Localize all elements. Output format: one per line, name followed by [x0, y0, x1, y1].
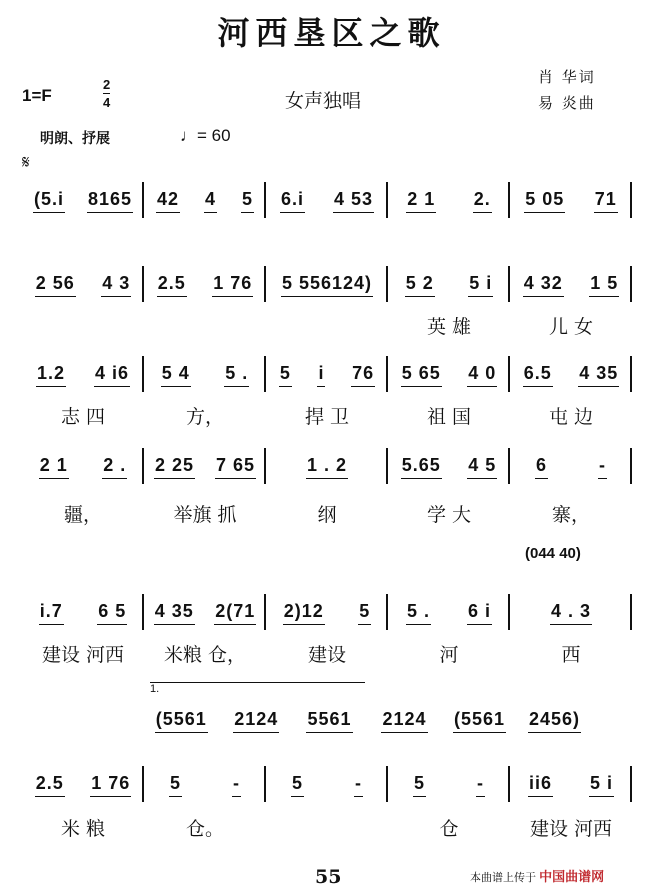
lyric: 学 大	[426, 504, 472, 526]
bar-line	[630, 594, 632, 630]
note-group: 42	[156, 189, 180, 213]
measure	[266, 184, 388, 218]
note-group: (5561	[453, 709, 506, 733]
note-group: 76	[351, 363, 375, 387]
lyric: 疆，	[63, 504, 102, 526]
note-group: 4 53	[333, 189, 374, 213]
measure	[388, 268, 510, 302]
score-line	[22, 704, 632, 738]
note-group: 6.5	[523, 363, 553, 387]
lyric: 儿 女	[548, 316, 594, 338]
volta-bracket: 1.	[150, 682, 365, 693]
note-group: -	[354, 773, 363, 797]
lyric: 纲	[317, 504, 337, 526]
note-group: 5 05	[524, 189, 565, 213]
lyric: 建设 河西	[529, 818, 613, 840]
measure	[266, 450, 388, 484]
lyric: 屯 边	[548, 406, 594, 428]
measure	[22, 596, 144, 630]
note-group: i.7	[39, 601, 64, 625]
measure	[510, 596, 632, 630]
segno-icon: 𝄋	[22, 152, 30, 172]
note-group: 4 35	[154, 601, 195, 625]
measure	[22, 768, 144, 802]
meter-numerator: 2	[103, 77, 111, 92]
note-group: 4 i6	[94, 363, 130, 387]
note-group: -	[476, 773, 485, 797]
note-group: 5 2	[405, 273, 435, 297]
note-group: -	[232, 773, 241, 797]
footer-credit	[470, 866, 604, 885]
note-group: 4 . 3	[550, 601, 592, 625]
note-group: 2 25	[154, 455, 195, 479]
note-group: 5	[241, 189, 254, 213]
lyric: 举旗 抓	[173, 504, 237, 526]
note-group: ii6	[528, 773, 553, 797]
note-group: 4 3	[101, 273, 131, 297]
note-group: 5	[413, 773, 426, 797]
note-group: 2124	[381, 709, 427, 733]
note-group: 1 76	[90, 773, 131, 797]
lyric: 建设 河西	[41, 644, 125, 666]
bar-line	[630, 766, 632, 802]
note-group: 4	[204, 189, 217, 213]
composer: 易 炎曲	[538, 94, 596, 112]
note-group: 4 5	[467, 455, 497, 479]
note-group: 5	[279, 363, 292, 387]
note-group: 2 56	[35, 273, 76, 297]
measure	[22, 268, 144, 302]
measure	[22, 358, 144, 392]
note-group: 2 .	[102, 455, 127, 479]
note-group: 6.i	[280, 189, 305, 213]
measure	[144, 268, 266, 302]
note-group: 4 0	[467, 363, 497, 387]
lyric: 寨，	[551, 504, 590, 526]
measure	[442, 704, 592, 738]
measure	[388, 358, 510, 392]
note-group: 5561	[306, 709, 352, 733]
note-group: 6	[535, 455, 548, 479]
note-group: 5 .	[406, 601, 431, 625]
note-group: 5 .	[224, 363, 249, 387]
note-group: 4 32	[523, 273, 564, 297]
lyric: 仓	[439, 818, 459, 840]
score-line	[22, 184, 632, 218]
note-group: 8165	[87, 189, 133, 213]
bar-line	[630, 182, 632, 218]
footer-text: 本曲谱上传于	[470, 872, 536, 884]
expression-marking: 明朗、抒展	[40, 130, 110, 146]
note-group: 1 5	[589, 273, 619, 297]
note-group: (5.i	[33, 189, 65, 213]
lyric: 捍 卫	[304, 406, 350, 428]
measure	[266, 768, 388, 802]
lyric: 仓。	[185, 818, 224, 840]
site-logo[interactable]: 中国曲谱网	[539, 869, 605, 884]
time-signature	[103, 76, 110, 111]
note-group: 2 1	[39, 455, 69, 479]
note-group: 2.5	[157, 273, 187, 297]
score-line	[22, 450, 632, 484]
note-group: 71	[594, 189, 618, 213]
subtitle: 女声独唱	[285, 90, 362, 112]
measure	[388, 768, 510, 802]
note-group: 5 i	[589, 773, 614, 797]
lyrics-line	[22, 640, 632, 664]
measure	[510, 184, 632, 218]
note-group: 2124	[233, 709, 279, 733]
measure	[510, 268, 632, 302]
measure	[144, 450, 266, 484]
measure	[144, 768, 266, 802]
tempo-marking: ♩= 60	[180, 126, 231, 145]
note-group: 6 5	[97, 601, 127, 625]
note-group: 1.2	[36, 363, 66, 387]
measure	[144, 358, 266, 392]
lyric: 米粮 仓，	[163, 644, 247, 666]
bar-line	[630, 356, 632, 392]
note-group: 7 65	[215, 455, 256, 479]
note-group: 2456)	[528, 709, 581, 733]
note-group: i	[317, 363, 325, 387]
note-group: 2 1	[406, 189, 436, 213]
lyric: 建设	[307, 644, 346, 666]
measure	[266, 596, 388, 630]
score-line	[22, 596, 632, 630]
note-group: 5	[291, 773, 304, 797]
note-group: 5 65	[401, 363, 442, 387]
measure	[388, 184, 510, 218]
measure	[292, 704, 442, 738]
measure	[142, 704, 292, 738]
measure	[22, 450, 144, 484]
score-line	[22, 268, 632, 302]
note-group: 5.65	[401, 455, 442, 479]
note-group: 5	[358, 601, 371, 625]
note-group: 5	[169, 773, 182, 797]
song-title: 河西垦区之歌	[217, 14, 446, 52]
measure	[510, 358, 632, 392]
note-group: -	[598, 455, 607, 479]
score-line	[22, 358, 632, 392]
key-signature: 1=F	[22, 86, 52, 105]
lyric: 米 粮	[60, 818, 106, 840]
note-group: 5 556124)	[281, 273, 373, 297]
note-group: 5 i	[468, 273, 493, 297]
lyricist: 肖 华词	[538, 68, 596, 86]
lyrics-line	[22, 402, 632, 426]
measure	[266, 358, 388, 392]
lyrics-line	[22, 500, 632, 524]
lyrics-line	[22, 312, 632, 336]
measure	[144, 596, 266, 630]
interlude-notes: (044 40)	[525, 545, 581, 562]
page-number: 55	[315, 866, 342, 888]
note-group: 2)12	[283, 601, 325, 625]
note-group: 4 35	[578, 363, 619, 387]
measure	[22, 184, 144, 218]
score-line	[22, 768, 632, 802]
note-group: 1 76	[212, 273, 253, 297]
lyric: 方，	[185, 406, 224, 428]
measure	[388, 450, 510, 484]
note-group: 2.5	[35, 773, 65, 797]
measure	[144, 184, 266, 218]
measure	[388, 596, 510, 630]
measure	[510, 450, 632, 484]
note-group: 6 i	[467, 601, 492, 625]
note-group: (5561	[155, 709, 208, 733]
lyric: 西	[561, 644, 581, 666]
lyric: 祖 国	[426, 406, 472, 428]
measure	[266, 268, 388, 302]
note-group: 2(71	[214, 601, 256, 625]
note-group: 2.	[473, 189, 492, 213]
bar-line	[630, 266, 632, 302]
measure	[510, 768, 632, 802]
note-group: 5 4	[161, 363, 191, 387]
note-group: 1 . 2	[306, 455, 348, 479]
lyrics-line	[22, 814, 632, 838]
meter-denominator: 4	[103, 95, 111, 110]
lyric: 河	[439, 644, 459, 666]
bar-line	[630, 448, 632, 484]
lyric: 志 四	[60, 406, 106, 428]
lyric: 英 雄	[426, 316, 472, 338]
